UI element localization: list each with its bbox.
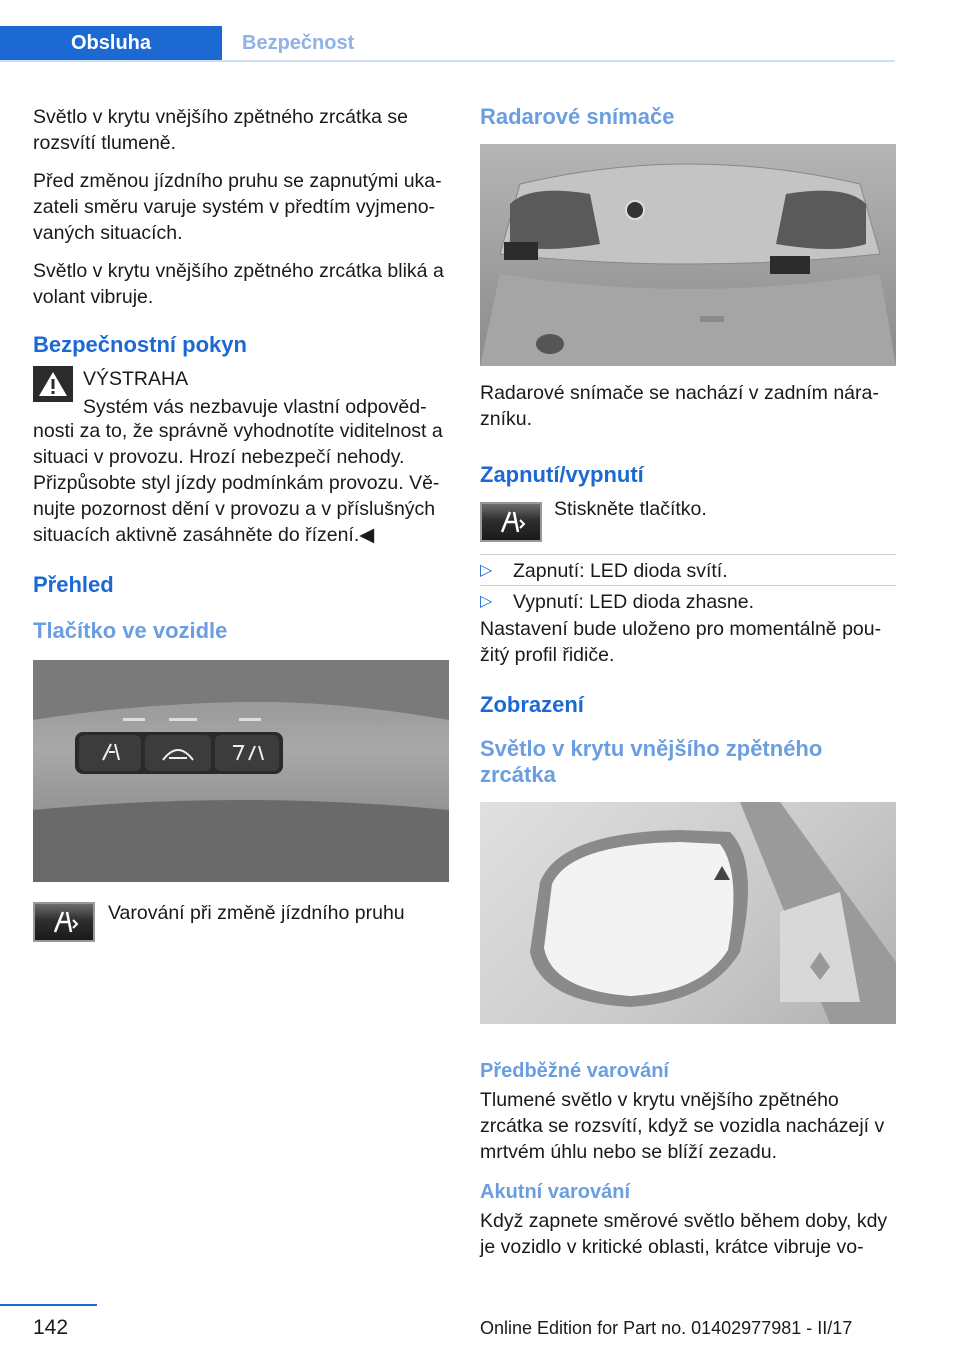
header-divider	[0, 60, 895, 62]
tab-bezpecnost[interactable]: Bezpečnost	[242, 31, 355, 54]
warning-title: VÝSTRAHA	[83, 368, 189, 390]
edition-info: Online Edition for Part no. 01402977981 - II/17	[480, 1318, 853, 1338]
lane-change-warning-button-icon	[480, 502, 542, 542]
button-in-vehicle-heading: Tlačítko ve vozidle	[33, 618, 228, 643]
pre-warning-heading: Předběžné varování	[480, 1060, 669, 1082]
overview-heading: Přehled	[33, 572, 114, 597]
warning-text: nosti za to, že správně vyhodnotíte viditelnost a situaci v provozu. Hrozí nebezpečí nehody. Přizpůsobte styl jízdy podmínkám provozu. Vě‐nujte pozornost dění v provozu a v příslušných situacích aktivně zasáhněte do řízení.◀	[33, 420, 443, 546]
warning-first-line: Systém vás nezbavuje vlastní odpověd‐	[83, 396, 427, 418]
safety-heading: Bezpečnostní pokyn	[33, 332, 247, 357]
warning-block-head	[33, 366, 449, 444]
display-heading: Zobrazení	[480, 692, 584, 717]
button-panel-photo	[33, 660, 449, 882]
profile-text: Nastavení bude uloženo pro momentálně pou‐žitý profil řidiče.	[480, 618, 882, 666]
tab-obsluha[interactable]: Obsluha	[0, 26, 222, 60]
paragraph-light-dimmed: Světlo v krytu vnějšího zpětného zrcátka se rozsvítí tlumeně.	[33, 106, 409, 154]
triangle-bullet-icon: ▷	[480, 562, 493, 579]
warning-triangle-icon	[33, 366, 73, 402]
acute-warning-heading: Akutní varování	[480, 1181, 631, 1203]
acute-warning-text: Když zapnete směrové světlo během doby, kdy je vozidlo v kritické oblasti, krátce vibruje vo‐	[480, 1210, 888, 1258]
chapter-tabs	[0, 26, 895, 62]
list-divider	[480, 585, 896, 586]
on-off-text: Stiskněte tlačítko.	[554, 498, 707, 520]
paragraph-turn-signal: Před změnou jízdního pruhu se zapnutými uka‐zateli směru varuje systém v předtím vyjmeno‐vaných situacích.	[33, 170, 442, 244]
button-caption: Varování při změně jízdního pruhu	[108, 902, 405, 924]
left-column	[33, 104, 449, 962]
right-column	[480, 104, 896, 1272]
radar-heading: Radarové snímače	[480, 104, 675, 129]
on-off-instruction	[480, 498, 896, 552]
footer-accent-line	[0, 1304, 97, 1306]
rear-bumper-photo	[480, 144, 896, 366]
triangle-bullet-icon: ▷	[480, 593, 493, 610]
paragraph-light-flashes: Světlo v krytu vnějšího zpětného zrcátka bliká a volant vibruje.	[33, 260, 444, 308]
on-off-heading: Zapnutí/vypnutí	[480, 462, 644, 487]
lane-change-warning-icon	[33, 902, 95, 942]
button-legend	[33, 902, 449, 962]
mirror-light-heading: Světlo v krytu vnějšího zpětného zrcátka	[480, 736, 823, 787]
radar-text: Radarové snímače se nachází v zadním nára‐zníku.	[480, 382, 879, 430]
page-number: 142	[33, 1316, 69, 1339]
side-mirror-photo	[480, 802, 896, 1024]
list-divider	[480, 554, 896, 555]
on-off-list: ▷ Zapnutí: LED dioda svítí. ▷ Vypnutí: LED dioda zhasne.	[480, 554, 896, 616]
pre-warning-text: Tlumené světlo v krytu vnějšího zpětného zrcátka se rozsvítí, když se vozidla nacházejí v mrtvém úhlu nebo se blíží zezadu.	[480, 1089, 885, 1163]
